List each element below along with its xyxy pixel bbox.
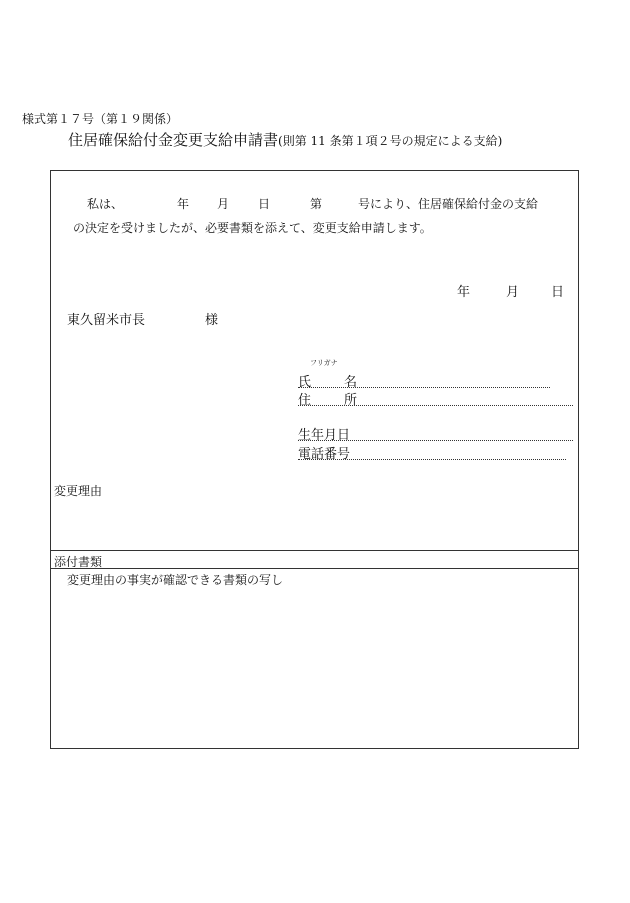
- attachments-item: 変更理由の事実が確認できる書類の写し: [67, 573, 284, 587]
- statement-year-char: 年: [177, 197, 190, 211]
- title-main: 住居確保給付金変更支給申請書: [68, 131, 279, 149]
- address-label-2: 所: [344, 393, 358, 408]
- name-field-line[interactable]: [298, 387, 550, 388]
- statement-line2: の決定を受けましたが、必要書類を添えて、変更支給申請します。: [73, 221, 432, 235]
- address-label-1: 住: [298, 393, 312, 408]
- change-reason-label: 変更理由: [54, 484, 103, 498]
- form-box: [50, 170, 579, 749]
- name-label-1: 氏: [298, 375, 312, 390]
- application-date-day: 日: [551, 285, 565, 300]
- furigana-label: フリガナ: [310, 359, 338, 367]
- document-title: [68, 129, 502, 150]
- form-number: 様式第１７号（第１９関係）: [22, 112, 179, 126]
- attachments-label: 添付書類: [54, 555, 103, 569]
- statement-day-char: 日: [258, 197, 271, 211]
- statement-watashi: 私は、: [87, 197, 124, 211]
- addressee-name: 東久留米市長: [67, 313, 146, 328]
- statement-line1-rest: 号により、住居確保給付金の支給: [358, 197, 539, 211]
- statement-dai-char: 第: [310, 197, 323, 211]
- application-date-month: 月: [506, 285, 520, 300]
- application-date-year: 年: [457, 285, 471, 300]
- phone-field-line[interactable]: [298, 459, 566, 460]
- attachments-top-divider: [51, 550, 578, 551]
- statement-month-char: 月: [217, 197, 230, 211]
- phone-label: 電話番号: [298, 447, 351, 462]
- address-field-line[interactable]: [298, 405, 573, 406]
- birthdate-field-line[interactable]: [298, 440, 573, 441]
- addressee-honorific: 様: [205, 313, 219, 328]
- attachments-bottom-divider: [51, 568, 578, 569]
- title-sub: (則第 11 条第１項２号の規定による支給): [278, 134, 503, 148]
- birthdate-label: 生年月日: [298, 428, 351, 443]
- name-label-2: 名: [344, 375, 358, 390]
